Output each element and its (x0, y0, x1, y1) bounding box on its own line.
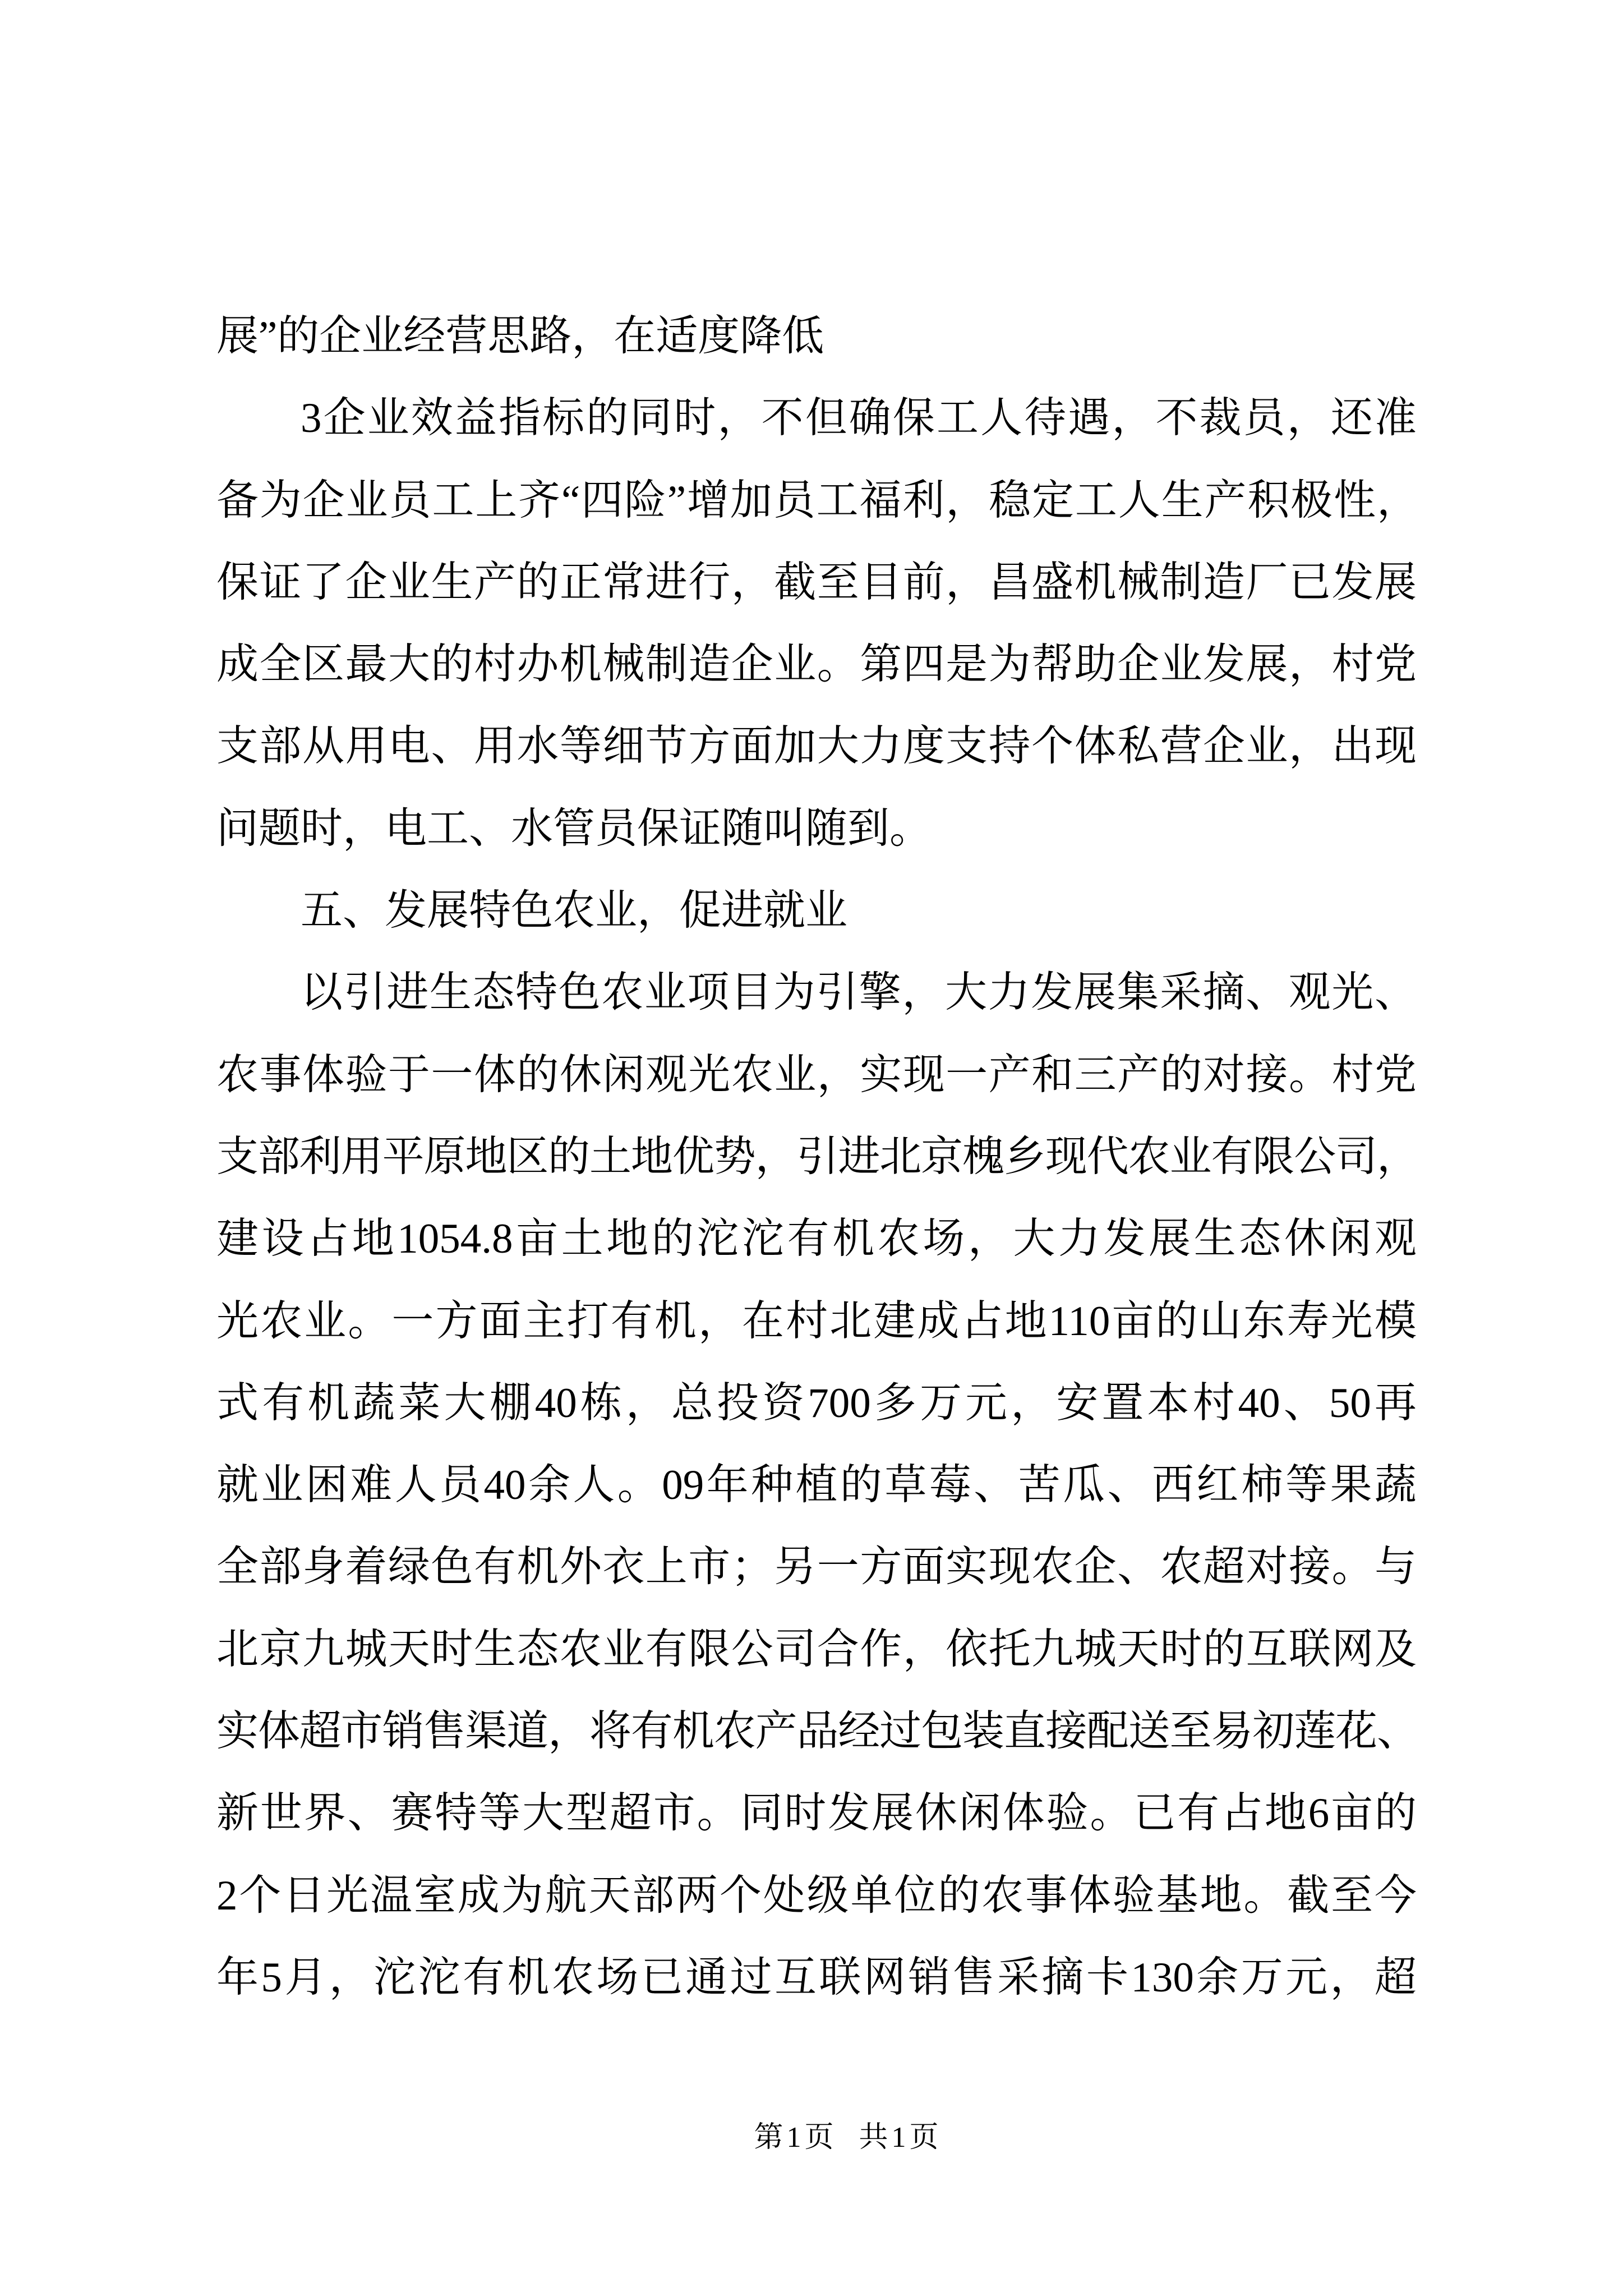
document-body (216, 296, 1417, 2019)
text-line: 支部利用平原地区的土地优势，引进北京槐乡现代农业有限公司， (216, 1133, 1417, 1180)
text-line: 年5月，沱沱有机农场已通过互联网销售采摘卡130余万元，超 (216, 1954, 1417, 2001)
text-line: 成全区最大的村办机械制造企业。第四是为帮助企业发展，村党 (216, 641, 1417, 688)
text-line: 北京九城天时生态农业有限公司合作，依托九城天时的互联网及 (216, 1626, 1417, 1673)
text-line: 保证了企业生产的正常进行，截至目前，昌盛机械制造厂已发展 (216, 559, 1417, 606)
text-line: 展”的企业经营思路，在适度降低 (216, 313, 824, 360)
text-line: 光农业。一方面主打有机，在村北建成占地110亩的山东寿光模 (216, 1297, 1417, 1345)
text-line: 支部从用电、用水等细节方面加大力度支持个体私营企业，出现 (216, 723, 1417, 770)
text-line: 3企业效益指标的同时，不但确保工人待遇，不裁员，还准 (301, 395, 1417, 442)
text-line: 问题时，电工、水管员保证随叫随到。 (216, 805, 932, 852)
text-line: 农事体验于一体的休闲观光农业，实现一产和三产的对接。村党 (216, 1051, 1417, 1098)
text-line: 全部身着绿色有机外衣上市；另一方面实现农企、农超对接。与 (216, 1544, 1417, 1591)
section-heading: 五、发展特色农业，促进就业 (301, 887, 848, 935)
text-line: 式有机蔬菜大棚40栋，总投资700多万元，安置本村40、50再 (216, 1379, 1417, 1427)
text-line: 以引进生态特色农业项目为引擎，大力发展集采摘、观光、 (301, 969, 1417, 1016)
page-footer: 第1页 共1页 (754, 2122, 942, 2154)
text-line: 实体超市销售渠道，将有机农产品经过包装直接配送至易初莲花、 (216, 1708, 1417, 1755)
text-line: 备为企业员工上齐“四险”增加员工福利，稳定工人生产积极性， (216, 477, 1417, 524)
text-line: 建设占地1054.8亩土地的沱沱有机农场，大力发展生态休闲观 (216, 1216, 1417, 1263)
text-line: 就业困难人员40余人。09年种植的草莓、苦瓜、西红柿等果蔬 (216, 1462, 1417, 1509)
text-line: 2个日光温室成为航天部两个处级单位的农事体验基地。截至今 (216, 1872, 1417, 1919)
text-line: 新世界、赛特等大型超市。同时发展休闲体验。已有占地6亩的 (216, 1790, 1417, 1837)
